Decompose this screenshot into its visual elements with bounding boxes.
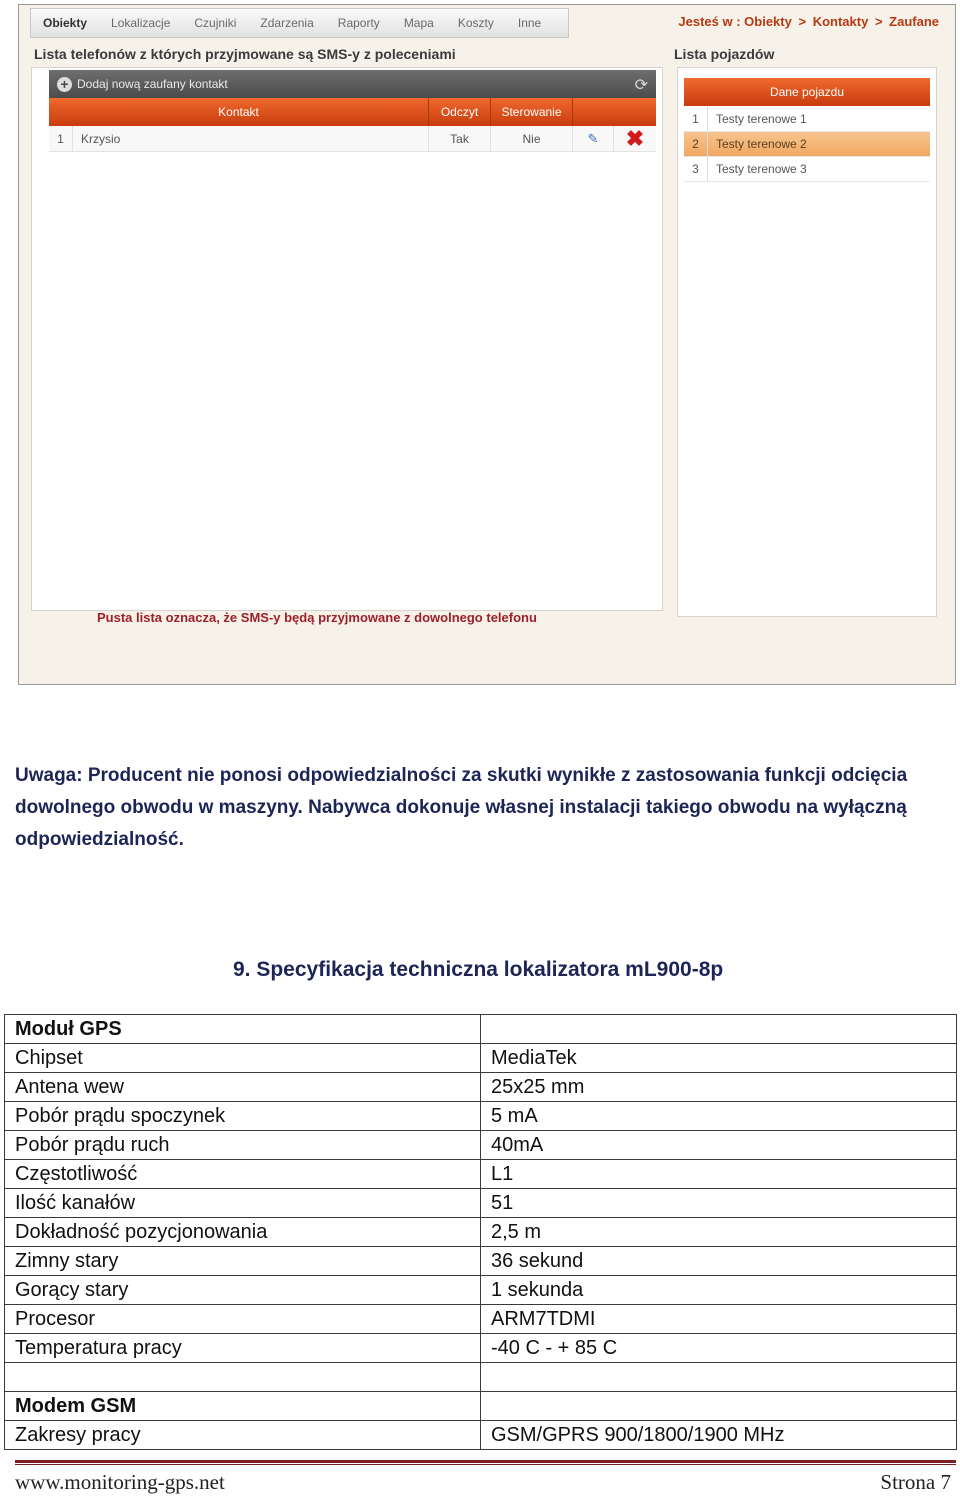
spec-key: Dokładność pozycjonowania [5,1218,481,1247]
spec-value: 1 sekunda [481,1276,957,1305]
nav-item-zdarzenia[interactable]: Zdarzenia [260,16,314,30]
column-header-read[interactable]: Odczyt [429,98,491,126]
nav-item-raporty[interactable]: Raporty [337,16,380,30]
spec-key: Gorący stary [5,1276,481,1305]
spec-key: Ilość kanałów [5,1189,481,1218]
vehicle-row[interactable] [684,107,930,132]
control-cell: Nie [491,126,573,151]
spec-table [4,1014,957,1450]
table-row [5,1276,957,1305]
spec-value: L1 [481,1160,957,1189]
vehicle-name: Testy terenowe 2 [716,137,807,151]
spec-value: ARM7TDMI [481,1305,957,1334]
spec-value: 25x25 mm [481,1073,957,1102]
table-row [5,1247,957,1276]
nav-item-obiekty[interactable]: Obiekty [43,16,88,30]
table-row [5,1131,957,1160]
spec-key: Antena wew [5,1073,481,1102]
add-contact-button[interactable]: Dodaj nową zaufany kontakt [77,77,228,91]
contact-cell: Krzysio [73,126,429,151]
vehicle-row-number: 2 [684,132,708,156]
table-row [5,1305,957,1334]
nav-item-lokalizacje[interactable]: Lokalizacje [111,16,171,30]
spec-key: Zakresy pracy [5,1421,481,1450]
vehicles-panel-title: Lista pojazdów [674,46,775,62]
nav-item-mapa[interactable]: Mapa [403,16,434,30]
spec-value: 5 mA [481,1102,957,1131]
breadcrumb-item[interactable]: Zaufane [889,14,939,29]
breadcrumb-separator: > [798,14,807,29]
delete-cell [614,126,656,151]
breadcrumb-separator: > [874,14,883,29]
table-row [5,1392,957,1421]
edit-cell [573,126,614,151]
table-row [5,1015,957,1044]
vehicle-row[interactable] [684,157,930,182]
table-row-empty [5,1363,957,1392]
nav-item-czujniki[interactable]: Czujniki [194,16,237,30]
vehicle-row-selected[interactable] [684,132,930,157]
column-header-control[interactable]: Sterowanie [491,98,573,126]
spec-key: Zimny stary [5,1247,481,1276]
spec-value: GSM/GPRS 900/1800/1900 MHz [481,1421,957,1450]
grid-toolbar [49,70,656,98]
contacts-panel [31,67,663,611]
table-row [5,1160,957,1189]
spec-key: Pobór prądu spoczynek [5,1102,481,1131]
column-header-contact[interactable]: Kontakt [49,98,429,126]
empty-cell [481,1363,957,1392]
vehicle-name: Testy terenowe 1 [716,112,807,126]
section-heading: 9. Specyfikacja techniczna lokalizatora mL900-8p [233,958,724,981]
table-row [5,1189,957,1218]
gsm-section-header: Modem GSM [5,1392,481,1421]
footer-divider [15,1460,956,1465]
nav-item-koszty[interactable]: Koszty [457,16,494,30]
vehicle-column-header[interactable]: Dane pojazdu [684,78,930,106]
empty-cell [481,1015,957,1044]
app-screenshot [18,4,956,685]
nav-item-inne[interactable]: Inne [517,16,542,30]
spec-value: 36 sekund [481,1247,957,1276]
spec-value: 40mA [481,1131,957,1160]
vehicle-name: Testy terenowe 3 [716,162,807,176]
read-cell: Tak [429,126,491,151]
spec-value: 51 [481,1189,957,1218]
main-nav [30,8,569,38]
vehicles-panel [677,67,937,617]
vehicle-row-number: 3 [684,157,708,181]
spec-key: Chipset [5,1044,481,1073]
breadcrumb-item[interactable]: Obiekty [744,14,792,29]
spec-value: MediaTek [481,1044,957,1073]
table-row [5,1421,957,1450]
table-row [5,1334,957,1363]
spec-key: Temperatura pracy [5,1334,481,1363]
footer-website: www.monitoring-gps.net [15,1470,225,1494]
warning-paragraph: Uwaga: Producent nie ponosi odpowiedzialności za skutki wynikłe z zastosowania funkcji odcięcia dowolnego obwodu w maszyny. Nabywca dokonuje własnej instalacji takiego obwodu na wyłączną odpowiedzialność. [15,765,908,850]
pencil-icon[interactable]: ✎ [587,130,599,146]
contacts-panel-title: Lista telefonów z których przyjmowane są SMS-y z poleceniami [34,46,456,62]
table-row [5,1044,957,1073]
spec-key: Pobór prądu ruch [5,1131,481,1160]
empty-cell [5,1363,481,1392]
empty-cell [481,1392,957,1421]
table-row [5,1218,957,1247]
breadcrumb-prefix: Jesteś w : [678,14,741,29]
spec-key: Częstotliwość [5,1160,481,1189]
table-row[interactable] [49,126,656,152]
spec-key: Procesor [5,1305,481,1334]
vehicle-row-number: 1 [684,107,708,131]
spec-value: -40 C - + 85 C [481,1334,957,1363]
delete-icon[interactable]: ✖ [625,125,645,151]
footer-page-number: Strona 7 [880,1470,951,1494]
refresh-icon[interactable]: ⟳ [634,77,648,94]
gps-section-header: Moduł GPS [5,1015,481,1044]
empty-list-note: Pusta lista oznacza, że SMS-y będą przyjmowane z dowolnego telefonu [97,610,537,625]
table-row [5,1102,957,1131]
row-number: 1 [49,126,73,151]
breadcrumb-item[interactable]: Kontakty [812,14,869,29]
grid-header [49,98,656,126]
breadcrumb [678,14,939,29]
add-icon[interactable]: + [57,77,72,92]
table-row [5,1073,957,1102]
spec-value: 2,5 m [481,1218,957,1247]
column-header-actions [573,98,656,126]
